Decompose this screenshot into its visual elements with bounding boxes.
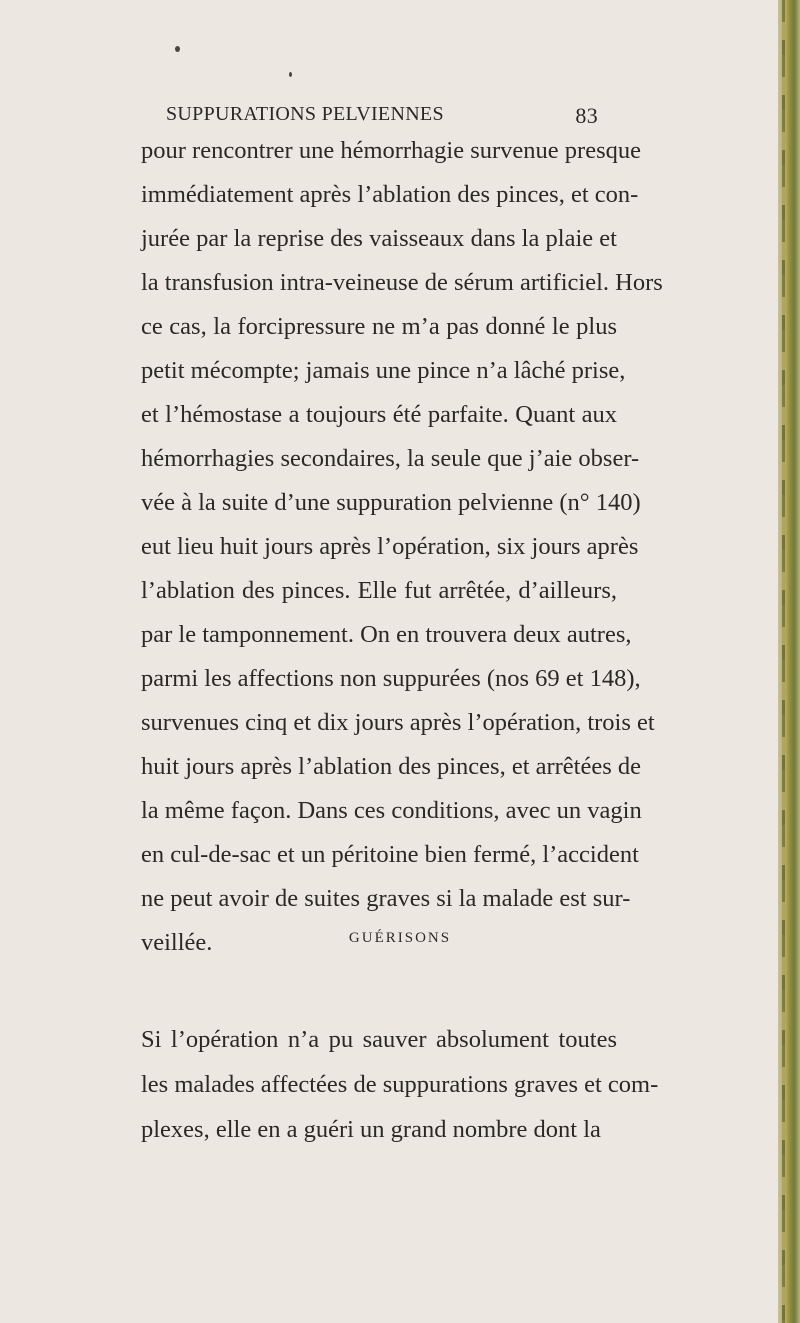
text-line: veillée.	[141, 929, 213, 956]
text-line: la transfusion intra-veineuse de sérum artificiel. Hors	[141, 269, 663, 296]
text-line: par le tamponnement. On en trouvera deux autres,	[141, 621, 632, 648]
text-line: parmi les affections non suppurées (nos 69 et 148),	[141, 665, 641, 692]
ink-speck	[175, 46, 180, 52]
text-line: pour rencontrer une hémorrhagie survenue presque	[141, 137, 642, 164]
text-line: jurée par la reprise des vaisseaux dans la plaie et	[141, 225, 617, 252]
text-line: l’ablation des pinces. Elle fut arrêtée, d’ailleurs,	[141, 577, 617, 604]
ink-speck	[289, 72, 292, 77]
section-heading: GUÉRISONS	[348, 930, 452, 946]
text-line: les malades affectées de suppurations graves et com-	[141, 1071, 659, 1098]
text-line: et l’hémostase a toujours été parfaite. Quant aux	[141, 401, 617, 428]
text-line: vée à la suite d’une suppuration pelvienne (n° 140)	[141, 489, 641, 516]
page-number: 83	[575, 103, 598, 128]
text-line: immédiatement après l’ablation des pinces, et con-	[141, 181, 639, 208]
text-line: ne peut avoir de suites graves si la malade est sur-	[141, 885, 631, 912]
text-line: en cul-de-sac et un péritoine bien fermé, l’accident	[141, 841, 639, 868]
text-line: survenues cinq et dix jours après l’opération, trois et	[141, 709, 655, 736]
running-head-title: SUPPURATIONS PELVIENNES	[166, 103, 444, 125]
text-line: eut lieu huit jours après l’opération, six jours après	[141, 533, 639, 560]
book-spine-edge	[778, 0, 800, 1323]
text-line: ce cas, la forcipressure ne m’a pas donné le plus	[141, 313, 617, 340]
text-line: petit mécompte; jamais une pince n’a lâché prise,	[141, 357, 626, 384]
text-line: la même façon. Dans ces conditions, avec un vagin	[141, 797, 642, 824]
text-line: plexes, elle en a guéri un grand nombre dont la	[141, 1116, 601, 1143]
text-line: Si l’opération n’a pu sauver absolument toutes	[141, 1026, 617, 1053]
text-line: huit jours après l’ablation des pinces, et arrêtées de	[141, 753, 642, 780]
text-line: hémorrhagies secondaires, la seule que j’aie obser-	[141, 445, 640, 472]
